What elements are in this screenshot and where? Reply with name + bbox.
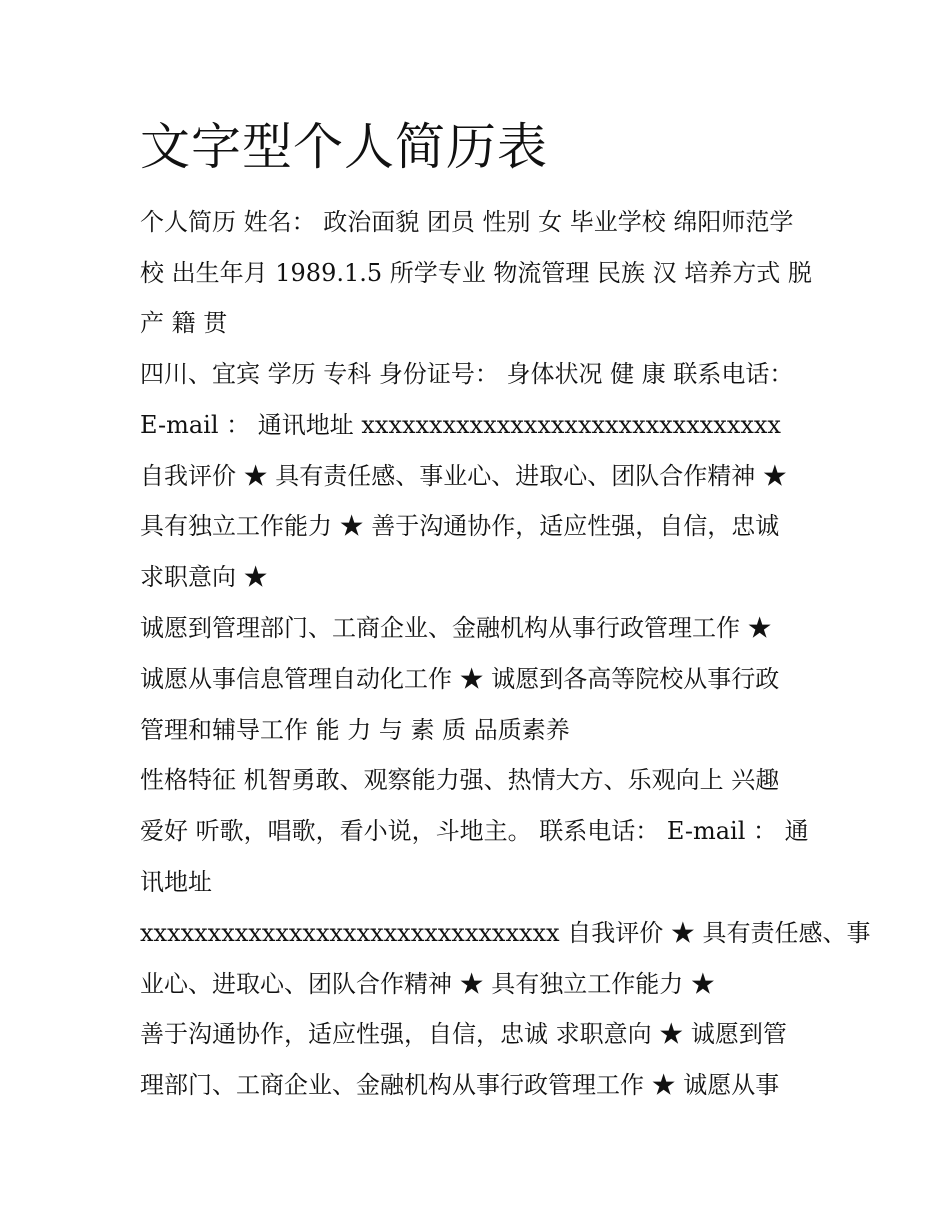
body-line-14: 讯地址 [140,868,212,896]
body-line-17: 善于沟通协作，适应性强，自信，忠诚 求职意向 ★ 诚愿到管 [140,1020,787,1048]
body-line-7: 具有独立工作能力 ★ 善于沟通协作，适应性强，自信，忠诚 [140,512,780,540]
body-line-6: 自我评价 ★ 具有责任感、事业心、进取心、团队合作精神 ★ [140,462,787,490]
body-line-15: xxxxxxxxxxxxxxxxxxxxxxxxxxxxxxx 自我评价 ★ 具有责任感、事 [140,919,871,947]
body-line-4: 四川、宜宾 学历 专科 身份证号： 身体状况 健 康 联系电话： [140,360,794,388]
body-line-10: 诚愿从事信息管理自动化工作 ★ 诚愿到各高等院校从事行政 [140,665,780,693]
body-line-16: 业心、进取心、团队合作精神 ★ 具有独立工作能力 ★ [140,970,715,998]
document-title: 文字型个人简历表 [140,118,548,176]
body-line-9: 诚愿到管理部门、工商企业、金融机构从事行政管理工作 ★ [140,614,772,642]
body-line-3: 产 籍 贯 [140,309,228,337]
body-line-18: 理部门、工商企业、金融机构从事行政管理工作 ★ 诚愿从事 [140,1071,780,1099]
body-line-5: E-mail ： 通讯地址 xxxxxxxxxxxxxxxxxxxxxxxxxxxxxxx [140,411,781,439]
body-line-12: 性格特征 机智勇敢、观察能力强、热情大方、乐观向上 兴趣 [140,766,780,794]
body-line-11: 管理和辅导工作 能 力 与 素 质 品质素养 [140,716,570,744]
body-line-13: 爱好 听歌，唱歌，看小说，斗地主。 联系电话： E-mail ： 通 [140,817,809,845]
body-line-1: 个人简历 姓名： 政治面貌 团员 性别 女 毕业学校 绵阳师范学 [140,208,794,236]
body-line-2: 校 出生年月 1989.1.5 所学专业 物流管理 民族 汉 培养方式 脱 [140,259,812,287]
body-line-8: 求职意向 ★ [140,563,268,591]
